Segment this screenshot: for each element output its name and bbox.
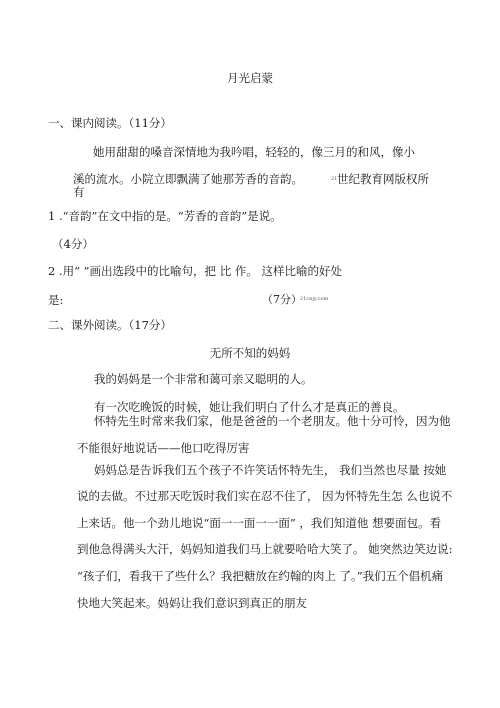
watermark-text: 世纪教育网版权所 [337, 172, 429, 186]
article-line: 快地大笑起来。妈妈让我们意识到真正的朋友 [77, 596, 307, 610]
question-2-score: （7分） [262, 293, 302, 306]
article-title: 无所不知的妈妈 [209, 346, 291, 360]
section-heading-1: 一、课内阅读。（11分） [48, 116, 172, 130]
question-1: 1 .“音韵”在文中指的是。“芳香的音韵”是说。 [48, 209, 282, 223]
article-line: 到他急得满头大汗，妈妈知道我们马上就要哈哈大笑了。 她突然边笑边说: [77, 542, 453, 556]
article-line: “孩子们，看我干了些什么？我把糖放在约翰的肉上 了。”我们五个倡机痛 [77, 569, 444, 583]
article-line: 说的去做。不过那天吃饭时我们实在忍不住了， 因为怀特先生怎 么也说不 [77, 489, 453, 503]
article-line: 妈妈总是告诉我们五个孩子不许笑话怀特先生， 我们当然也尽量 按她 [94, 463, 447, 477]
watermark-tiny: 21 [331, 176, 338, 182]
article-line: 不能很好地说话——他口吃得厉害 [77, 441, 250, 455]
article-line: 我的妈妈是一个非常和蔼可亲又聪明的人。 [94, 372, 313, 386]
site-watermark: 21cnjy.com [300, 296, 329, 302]
watermark-text-cont: 有 [73, 185, 85, 199]
section-heading-2: 二、课外阅读。（17分） [48, 318, 172, 332]
question-2: 2 .用“ ”画出选段中的比喻句，把 比 作。 这样比喻的好处 [48, 264, 343, 278]
question-2-cont: 是: [48, 293, 64, 307]
article-line: 怀特先生时常来我们家，他是爸爸的一个老朋友。他十分可怜，因为他 [94, 414, 451, 428]
question-1-score: （4分） [52, 237, 94, 251]
article-line: 有一次吃晚饭的时候，她让我们明白了什么才是真正的善良。 [94, 400, 405, 414]
article-line: 上来话。他一个劲儿地说“面一一面一一面” ，我们知道他 想要面包。看 [77, 516, 442, 530]
passage-line: 她用甜甜的嗓音深情地为我吟唱，轻轻的，像三月的和风，像小 [93, 145, 415, 159]
page-title: 月光启蒙 [227, 71, 273, 85]
passage-line: 溪的流水。小院立即飘满了她那芳香的音韵。 [73, 172, 303, 186]
